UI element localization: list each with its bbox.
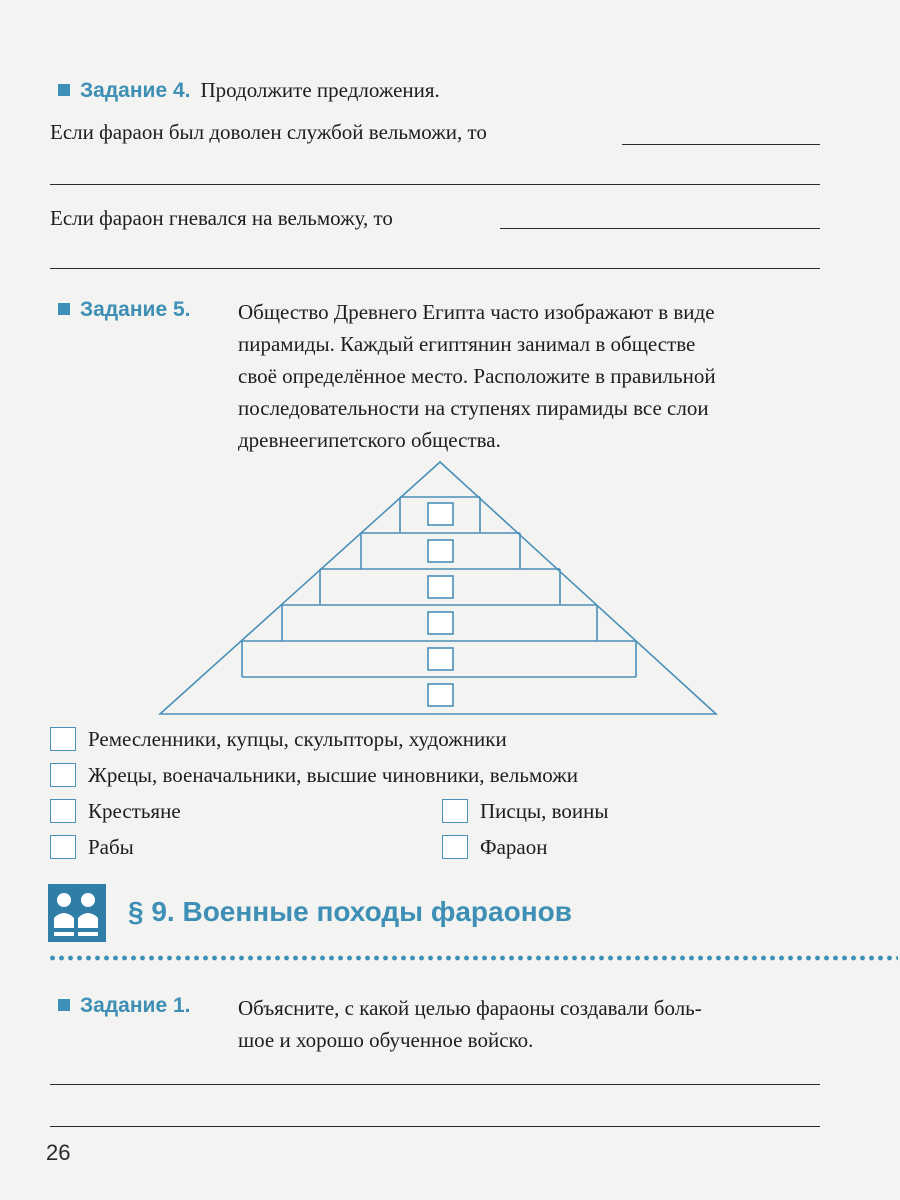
pyramid-answer-box [428,503,453,525]
task-1-label: Задание 1. [58,994,190,1018]
option-scribes[interactable]: Писцы, воины [442,798,608,824]
task-5-line: своё определённое место. Расположите в правильной [238,364,716,388]
answer-line[interactable] [50,1126,820,1127]
option-pharaoh[interactable]: Фараон [442,834,547,860]
checkbox[interactable] [50,763,76,787]
square-bullet-icon [58,999,70,1011]
pyramid-answer-box [428,540,453,562]
option-artisans[interactable]: Ремесленники, купцы, скульпторы, художники [50,726,507,752]
task-5-label: Задание 5. [58,298,190,322]
pyramid-answer-box [428,576,453,598]
pyramid-answer-box [428,612,453,634]
task-1-line: шое и хорошо обученное войско. [238,1028,534,1052]
checkbox[interactable] [50,727,76,751]
task-4-sentence-1: Если фараон был доволен службой вельможи, то [50,120,487,144]
option-slaves[interactable]: Рабы [50,834,134,860]
pyramid-answer-box [428,684,453,706]
page-number: 26 [46,1140,71,1165]
option-peasants[interactable]: Крестьяне [50,798,181,824]
section-icon [48,884,106,942]
answer-line[interactable] [50,1084,820,1085]
task-5-line: Общество Древнего Египта часто изображают в виде [238,300,715,324]
checkbox[interactable] [50,835,76,859]
task-5-line: пирамиды. Каждый египтянин занимал в обществе [238,332,696,356]
task-4-sentence-2: Если фараон гневался на вельможу, то [50,206,393,230]
section-title: § 9. Военные походы фараонов [128,896,572,927]
checkbox[interactable] [50,799,76,823]
task-4-prompt: Продолжите предложения. [200,78,440,102]
task-1-text [238,992,838,1056]
checkbox[interactable] [442,799,468,823]
checkbox[interactable] [442,835,468,859]
option-priests[interactable]: Жрецы, военачальники, высшие чиновники, вельможи [50,762,578,788]
task-5-line: последовательности на ступенях пирамиды все слои [238,396,709,420]
task-4-label: Задание 4. [58,79,190,102]
task-5-line: древнеегипетского общества. [238,428,501,452]
dotted-divider [48,955,898,961]
task-1-line: Объясните, с какой целью фараоны создавали боль- [238,996,702,1020]
pyramid-answer-box [428,648,453,670]
